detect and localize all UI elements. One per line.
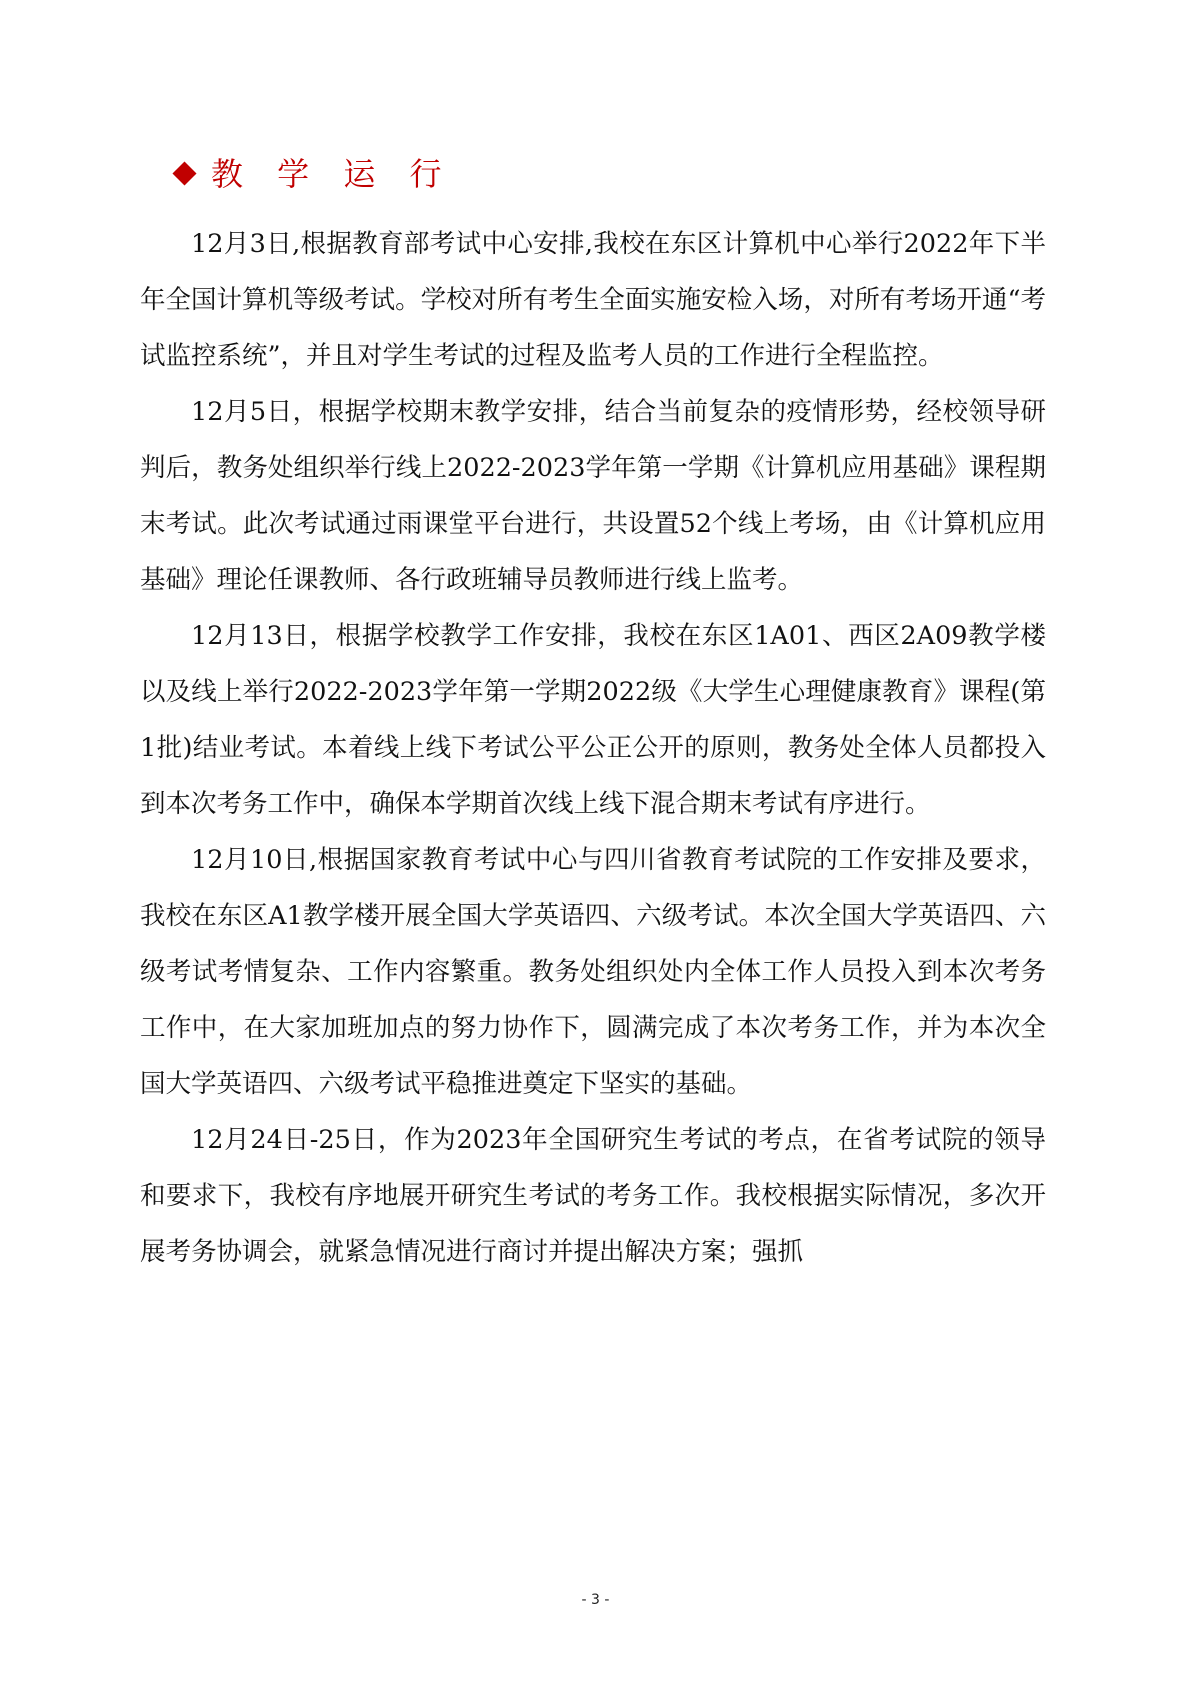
body-text (140, 216, 1046, 1280)
section-heading (172, 150, 454, 198)
paragraph-graduate-exam: 12月24日-25日，作为2023年全国研究生考试的考点，在省考试院的领导和要求下，我校有序地展开研究生考试的考务工作。我校根据实际情况，多次开展考务协调会，就紧急情况进行商讨并提出解决方案；强抓 (140, 1125, 1046, 1267)
page-number: - 3 - (581, 1592, 610, 1608)
paragraph-computer-exam: 12月3日,根据教育部考试中心安排,我校在东区计算机中心举行2022年下半年全国计算机等级考试。学校对所有考生全面实施安检入场，对所有考场开通“考试监控系统”，并且对学生考试的过程及监考人员的工作进行全程监控。 (140, 229, 1046, 371)
paragraph-online-final-exam: 12月5日，根据学校期末教学安排，结合当前复杂的疫情形势，经校领导研判后，教务处组织举行线上2022-2023学年第一学期《计算机应用基础》课程期末考试。此次考试通过雨课堂平台进行，共设置52个线上考场，由《计算机应用基础》理论任课教师、各行政班辅导员教师进行线上监考。 (140, 397, 1046, 595)
diamond-icon (172, 161, 196, 185)
paragraph-cet-exam: 12月10日,根据国家教育考试中心与四川省教育考试院的工作安排及要求，我校在东区A1教学楼开展全国大学英语四、六级考试。本次全国大学英语四、六级考试考情复杂、工作内容繁重。教务处组织处内全体工作人员投入到本次考务工作中，在大家加班加点的努力协作下，圆满完成了本次考务工作，并为本次全国大学英语四、六级考试平稳推进奠定下坚实的基础。 (140, 845, 1046, 1099)
paragraph-mental-health-exam: 12月13日，根据学校教学工作安排，我校在东区1A01、西区2A09教学楼以及线上举行2022-2023学年第一学期2022级《大学生心理健康教育》课程(第1批)结业考试。本着线上线下考试公平公正公开的原则，教务处全体人员都投入到本次考务工作中，确保本学期首次线上线下混合期末考试有序进行。 (140, 621, 1046, 819)
section-title: 教 学 运 行 (211, 155, 454, 193)
